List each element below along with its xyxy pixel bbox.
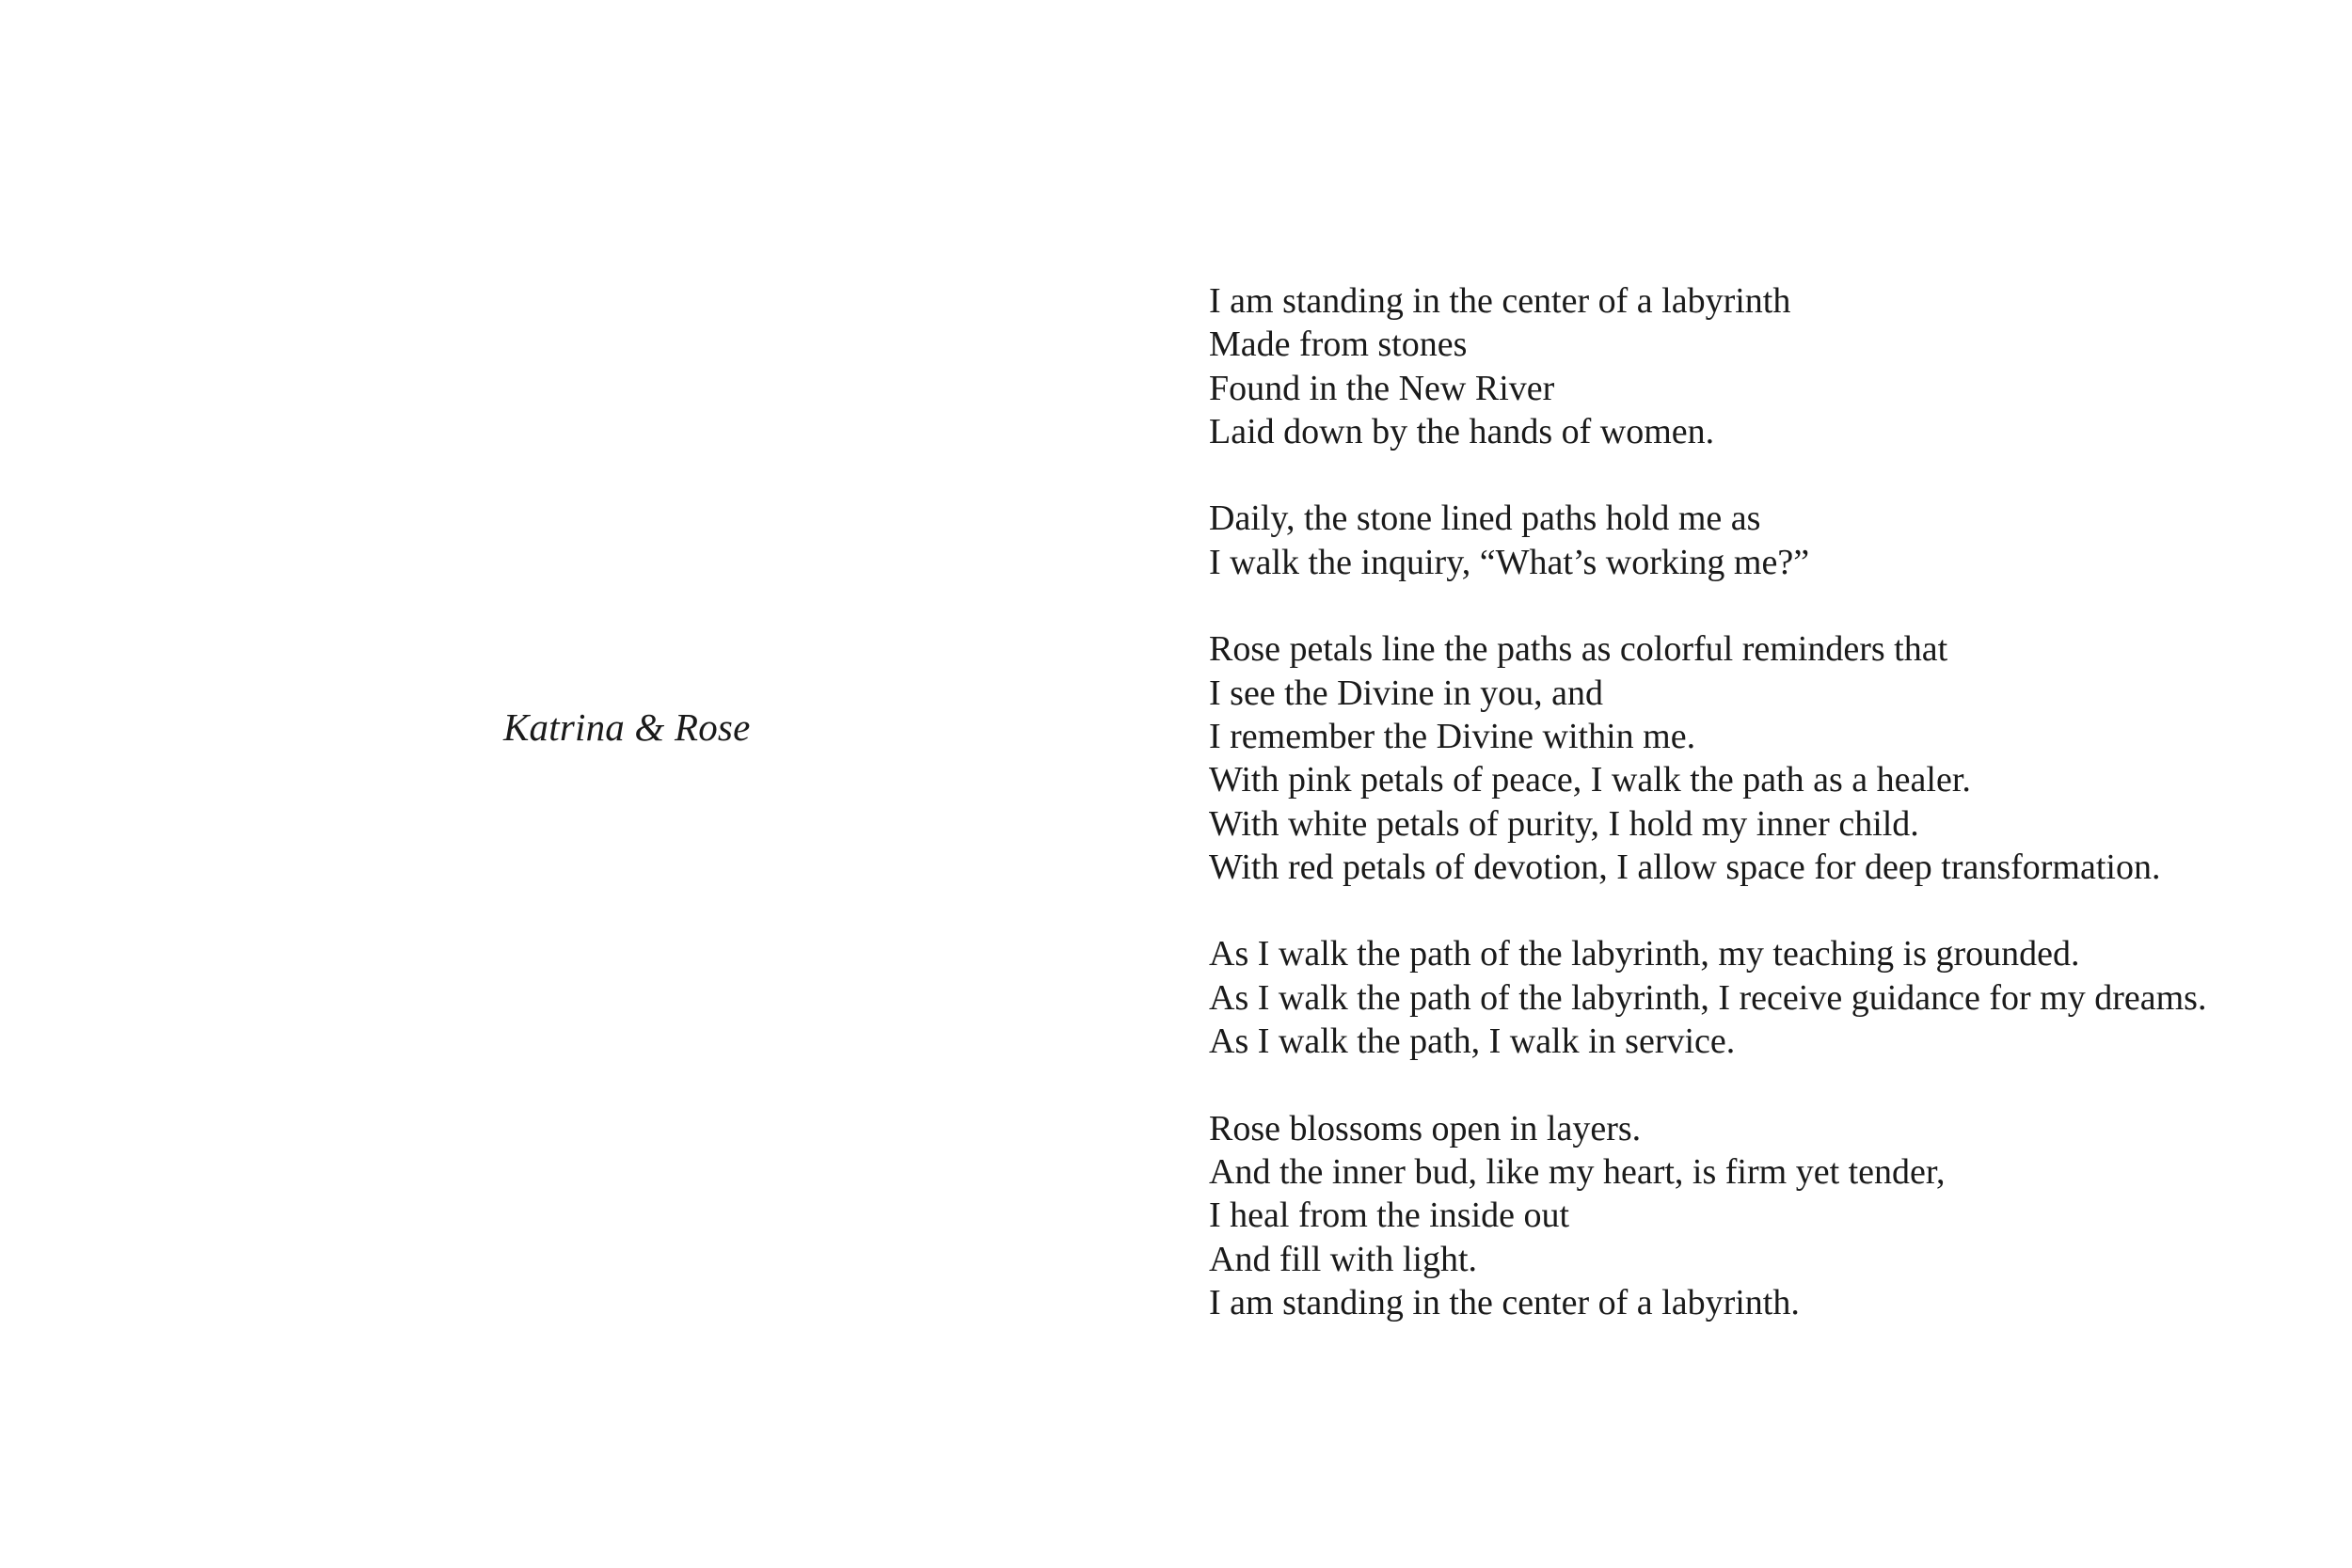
poem-line: With white petals of purity, I hold my inner child. (1209, 803, 1919, 844)
poem-line: With red petals of devotion, I allow space for deep transformation. (1209, 847, 2161, 887)
poem-line: I see the Divine in you, and (1209, 673, 1603, 713)
poem-line: Found in the New River (1209, 368, 1555, 408)
poem-line: As I walk the path, I walk in service. (1209, 1022, 1736, 1062)
stanza (1209, 1107, 2319, 1324)
stanza (1209, 627, 2319, 889)
poem-line: As I walk the path of the labyrinth, my teaching is grounded. (1209, 934, 2080, 974)
stanza (1209, 497, 2319, 584)
poem-line: Made from stones (1209, 325, 1468, 365)
poem-body (1209, 279, 2319, 1324)
poem-line: I am standing in the center of a labyrinth (1209, 281, 1791, 321)
stanza (1209, 932, 2319, 1063)
poem-line: With pink petals of peace, I walk the path as a healer. (1209, 760, 1971, 800)
poem-line: And the inner bud, like my heart, is firm yet tender, (1209, 1151, 1946, 1192)
poem-line: I am standing in the center of a labyrinth. (1209, 1282, 1800, 1323)
poem-title: Katrina & Rose (503, 705, 751, 749)
poem-line: I heal from the inside out (1209, 1196, 1570, 1236)
stanza (1209, 279, 2319, 453)
poem-line: Rose blossoms open in layers. (1209, 1108, 1642, 1148)
poem-line: I remember the Divine within me. (1209, 716, 1696, 756)
poem-line: I walk the inquiry, “What’s working me?” (1209, 542, 1810, 582)
poem-line: As I walk the path of the labyrinth, I receive guidance for my dreams. (1209, 977, 2207, 1018)
poem-line: Laid down by the hands of women. (1209, 411, 1715, 451)
poem-line: Rose petals line the paths as colorful reminders that (1209, 629, 1948, 670)
poem-line: Daily, the stone lined paths hold me as (1209, 499, 1761, 539)
poem-line: And fill with light. (1209, 1239, 1477, 1279)
